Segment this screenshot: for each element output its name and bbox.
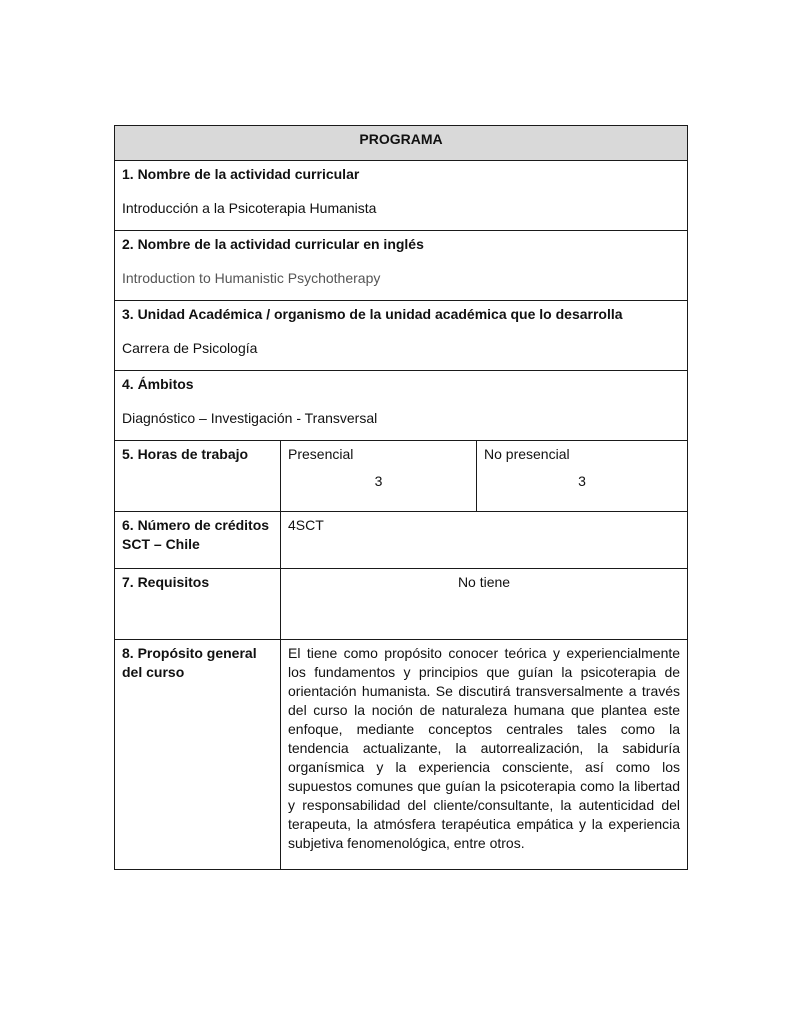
section-4-row xyxy=(115,371,688,441)
section-3-value: Carrera de Psicología xyxy=(122,340,258,356)
presencial-value: 3 xyxy=(374,473,383,489)
proposito-row xyxy=(115,640,688,870)
section-2-title: 2. Nombre de la actividad curricular en inglés xyxy=(122,236,424,252)
section-3-title: 3. Unidad Académica / organismo de la unidad académica que lo desarrolla xyxy=(122,306,623,322)
presencial-cell xyxy=(281,441,477,512)
proposito-text: El tiene como propósito conocer teórica y experiencialmente los fundamentos y principios que guían la psicoterapia de orientación humanista. Se discutirá transversalmente a través del curso la noción de naturaleza humana que plantea este enfoque, mediante conceptos centrales tales como la tendencia actualizante, la autorrealización, la sabiduría organísmica y la experiencia consciente, así como los supuestos comunes que guían la psicoterapia como la libertad y responsabilidad del cliente/consultante, la autenticidad del terapeuta, la atmósfera terapéutica empática y la experiencia subjetiva fenomenológica, entre otros. xyxy=(281,640,688,870)
proposito-label-line1: 8. Propósito general xyxy=(122,645,257,661)
no-presencial-cell xyxy=(477,441,688,512)
section-4-title: 4. Ámbitos xyxy=(122,376,194,392)
requisitos-label: 7. Requisitos xyxy=(115,569,281,640)
credits-label-line1: 6. Número de créditos xyxy=(122,517,270,533)
hours-label: 5. Horas de trabajo xyxy=(115,441,281,512)
section-3-row xyxy=(115,301,688,371)
credits-label-line2: SCT – Chile xyxy=(122,536,200,552)
requisitos-row xyxy=(115,569,688,640)
proposito-label-cell xyxy=(115,640,281,870)
section-2-value: Introduction to Humanistic Psychotherapy xyxy=(122,270,381,286)
no-presencial-value: 3 xyxy=(578,473,586,489)
program-table xyxy=(114,125,688,870)
section-4-value: Diagnóstico – Investigación - Transversal xyxy=(122,410,378,426)
no-presencial-label: No presencial xyxy=(484,446,570,462)
credits-row xyxy=(115,512,688,569)
hours-row xyxy=(115,441,688,512)
section-1-title: 1. Nombre de la actividad curricular xyxy=(122,166,360,182)
proposito-label-line2: del curso xyxy=(122,664,185,680)
presencial-label: Presencial xyxy=(288,446,354,462)
credits-label-cell xyxy=(115,512,281,569)
credits-value: 4SCT xyxy=(281,512,688,569)
requisitos-value: No tiene xyxy=(281,569,688,640)
section-1-row xyxy=(115,161,688,231)
section-2-row xyxy=(115,231,688,301)
program-header: PROGRAMA xyxy=(115,126,688,161)
section-1-value: Introducción a la Psicoterapia Humanista xyxy=(122,200,377,216)
